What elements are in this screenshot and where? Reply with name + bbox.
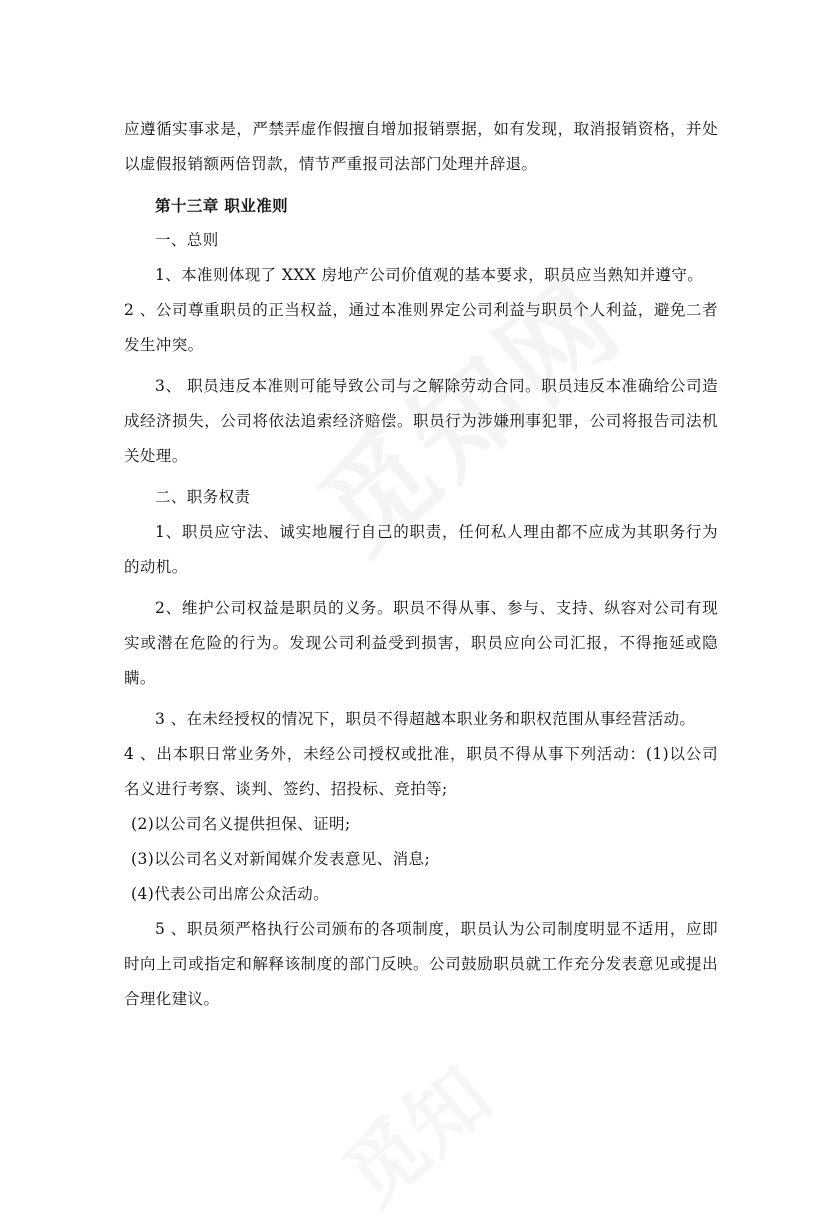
paragraph-duties-4: 4 、出本职日常业务外，未经公司授权或批准，职员不得从事下列活动：(1)以公司名义进行考察、谈判、签约、招投标、竞拍等; (124, 745, 718, 798)
paragraph-general-2: 2 、公司尊重职员的正当权益，通过本准则界定公司利益与职员个人利益，避免二者发生冲突。 (124, 301, 718, 354)
paragraph-general-1: 1、本准则体现了 XXX 房地产公司价值观的基本要求，职员应当熟知并遵守。 (155, 266, 704, 284)
list-item-2: (2)以公司名义提供担保、证明; (131, 815, 351, 833)
section-general: 一、总则 (155, 231, 219, 249)
paragraph-duties-5: 5 、职员须严格执行公司颁布的各项制度，职员认为公司制度明显不适用，应即时向上司或指定和解释该制度的部门反映。公司鼓励职员就工作充分发表意见或提出合理化建议。 (124, 920, 718, 1008)
section-duties: 二、职务权责 (155, 488, 251, 506)
document-body (124, 112, 718, 1017)
list-item-4: (4)代表公司出席公众活动。 (131, 885, 330, 903)
paragraph-duties-2: 2、维护公司权益是职员的义务。职员不得从事、参与、支持、纵容对公司有现实或潜在危险的行为。发现公司利益受到损害，职员应向公司汇报，不得拖延或隐瞒。 (124, 599, 718, 687)
paragraph-duties-3: 3 、在未经授权的情况下，职员不得超越本职业务和职权范围从事经营活动。 (155, 710, 696, 728)
paragraph-general-3: 3、 职员违反本准则可能导致公司与之解除劳动合同。职员违反本准确给公司造成经济损失，公司将依法追索经济赔偿。职员行为涉嫌刑事犯罪，公司将报告司法机关处理。 (124, 377, 718, 465)
paragraph-reimbursement: 应遵循实事求是，严禁弄虚作假擅自增加报销票据，如有发现，取消报销资格，并处以虚假报销额两倍罚款，情节严重报司法部门处理并辞退。 (124, 120, 718, 173)
paragraph-duties-1: 1、职员应守法、诚实地履行自己的职责，任何私人理由都不应成为其职务行为的动机。 (124, 523, 718, 576)
watermark-bottom (315, 1010, 545, 1230)
chapter-heading: 第十三章 职业准则 (155, 196, 288, 215)
list-item-3: (3)以公司名义对新闻媒介发表意见、消息; (131, 850, 431, 868)
